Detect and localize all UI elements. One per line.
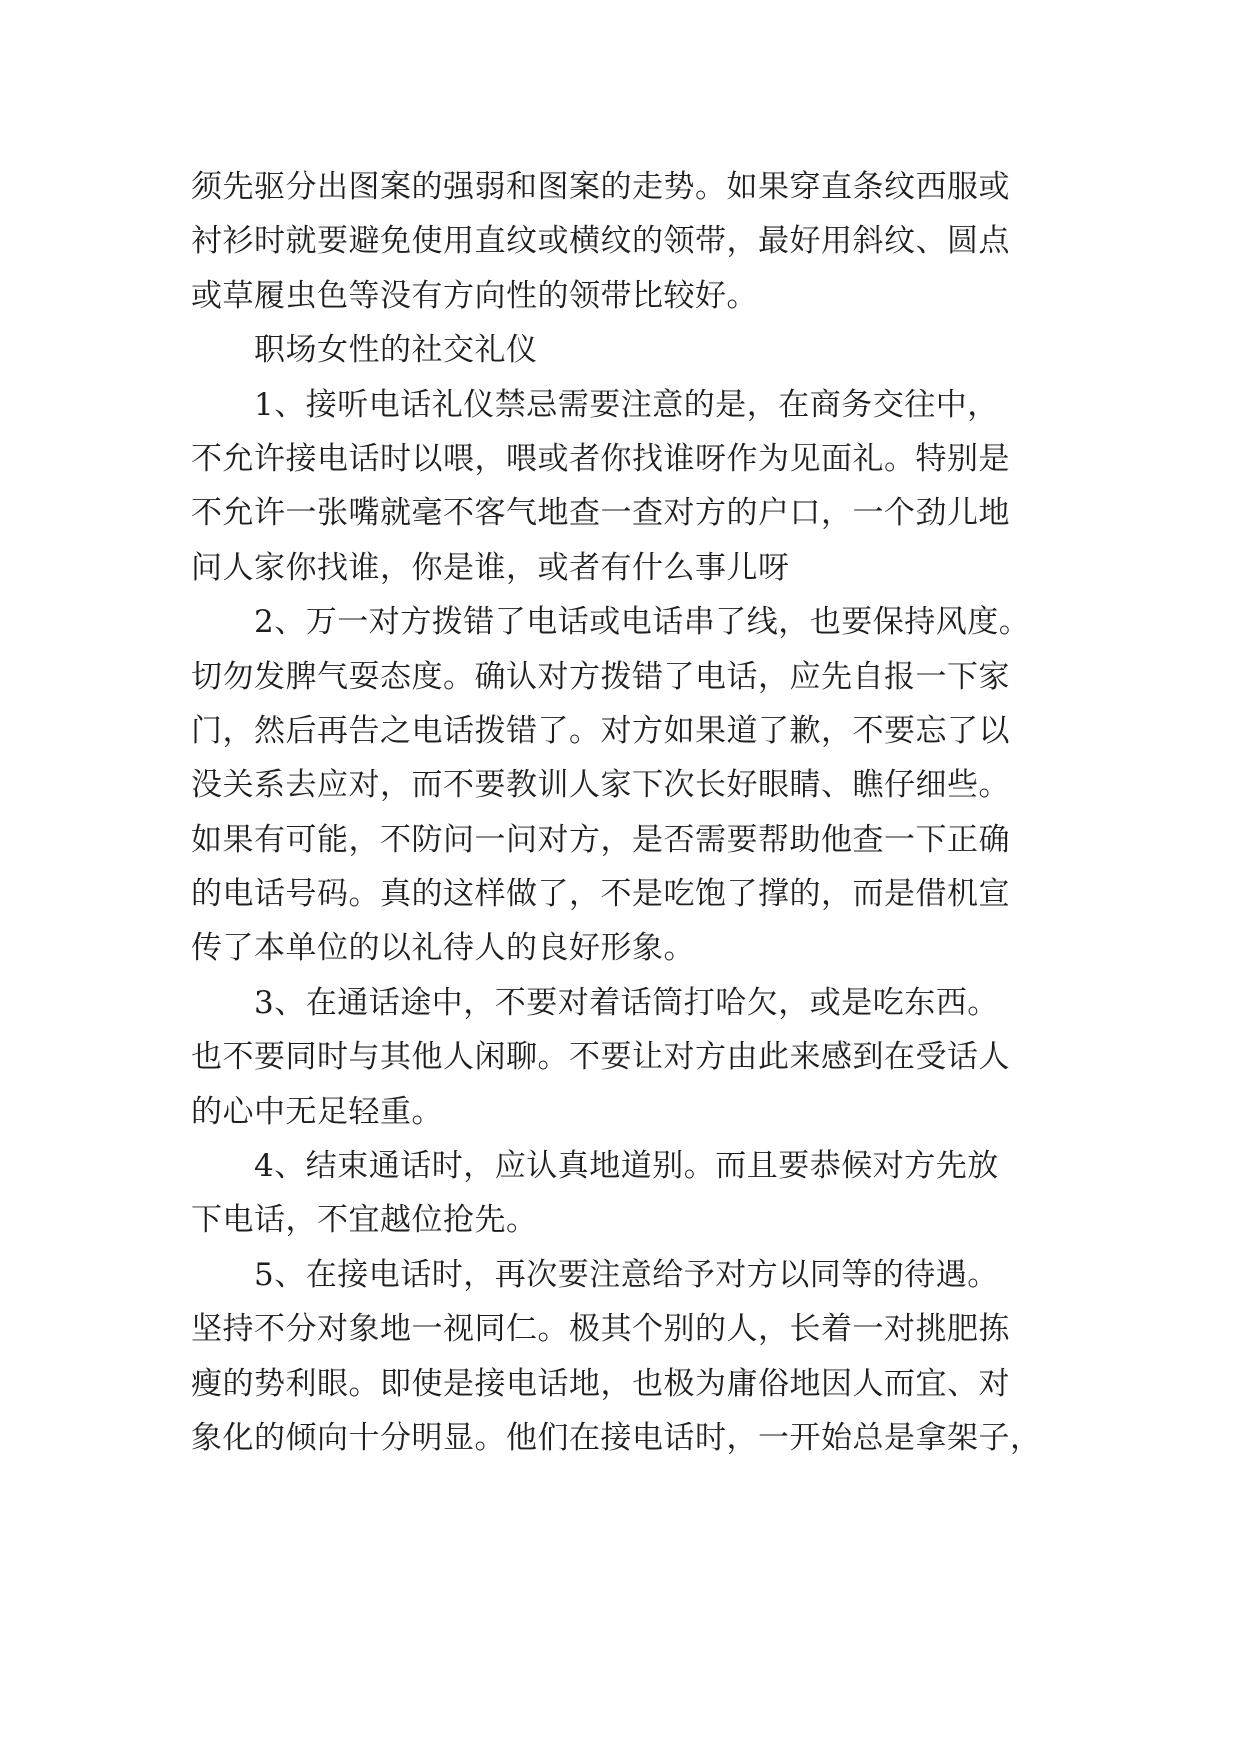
text-line: 下电话，不宜越位抢先。 [191, 1202, 538, 1239]
section-heading: 职场女性的社交礼仪 [254, 332, 538, 369]
text-line: 或草履虫色等没有方向性的领带比较好。 [191, 277, 758, 314]
text-line: 的电话号码。真的这样做了，不是吃饱了撑的，而是借机宣 [191, 876, 1010, 913]
text-line: 象化的倾向十分明显。他们在接电话时，一开始总是拿架子， [191, 1419, 1042, 1456]
text-line: 瘦的势利眼。即使是接电话地，也极为庸俗地因人而宜、对 [191, 1365, 1010, 1402]
text-line: 不允许接电话时以喂，喂或者你找谁呀作为见面礼。特别是 [191, 440, 1010, 477]
text-line: 切勿发脾气耍态度。确认对方拨错了电话，应先自报一下家 [191, 658, 1010, 695]
text-line: 1、接听电话礼仪禁忌需要注意的是，在商务交往中， [254, 386, 999, 423]
document-body [191, 160, 1071, 1465]
text-line: 传了本单位的以礼待人的良好形象。 [191, 930, 695, 967]
text-line: 2、万一对方拨错了电话或电话串了线，也要保持风度。 [254, 604, 1031, 641]
text-line: 4、结束通话时，应认真地道别。而且要恭候对方先放 [254, 1148, 999, 1185]
text-line: 坚持不分对象地一视同仁。极其个别的人，长着一对挑肥拣 [191, 1311, 1010, 1348]
text-line: 门，然后再告之电话拨错了。对方如果道了歉，不要忘了以 [191, 712, 1010, 749]
text-line: 衬衫时就要避免使用直纹或横纹的领带，最好用斜纹、圆点 [191, 223, 1010, 260]
text-line: 不允许一张嘴就毫不客气地查一查对方的户口，一个劲儿地 [191, 495, 1010, 532]
text-line: 3、在通话途中，不要对着话筒打哈欠，或是吃东西。 [254, 984, 999, 1021]
text-line: 没关系去应对，而不要教训人家下次长好眼睛、瞧仔细些。 [191, 767, 1010, 804]
text-line: 也不要同时与其他人闲聊。不要让对方由此来感到在受话人 [191, 1039, 1010, 1076]
text-line: 的心中无足轻重。 [191, 1093, 443, 1130]
text-line: 问人家你找谁，你是谁，或者有什么事儿呀 [191, 549, 790, 586]
text-line: 如果有可能，不防问一问对方，是否需要帮助他查一下正确 [191, 821, 1010, 858]
text-line: 5、在接电话时，再次要注意给予对方以同等的待遇。 [254, 1256, 999, 1293]
text-line: 须先驱分出图案的强弱和图案的走势。如果穿直条纹西服或 [191, 169, 1010, 205]
